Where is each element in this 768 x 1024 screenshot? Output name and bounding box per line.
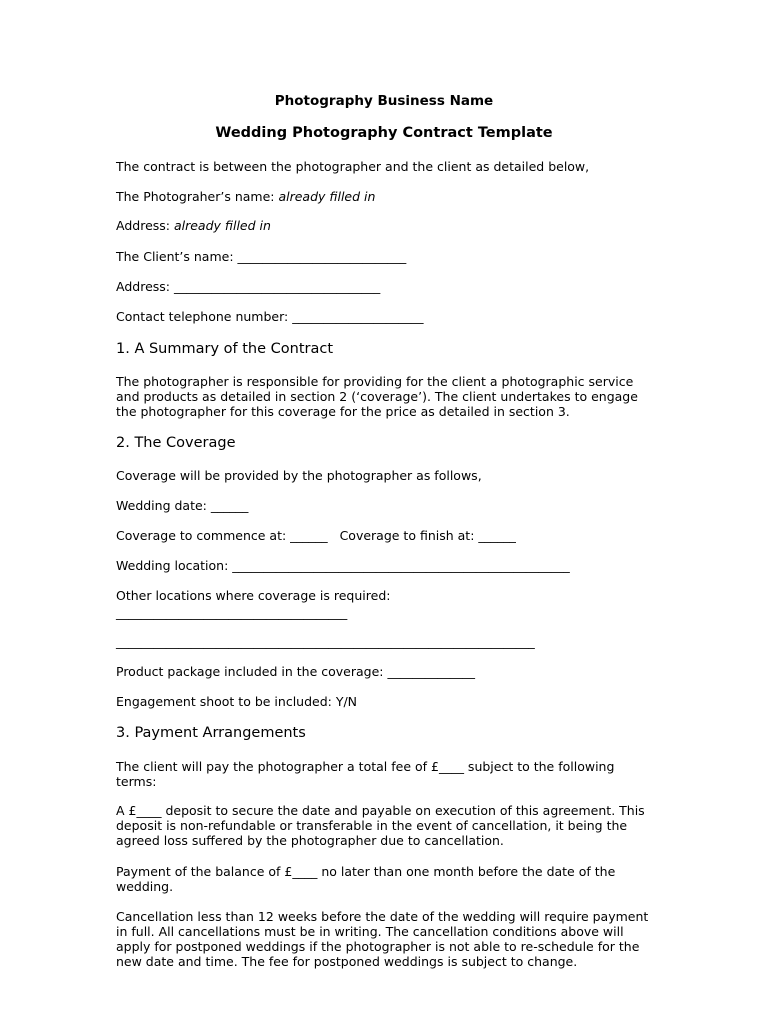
contact-telephone-field: Contact telephone number: _____________________ (116, 309, 424, 324)
business-name-heading: Photography Business Name (274, 93, 494, 109)
photographer-address-label: Address: (116, 218, 174, 233)
payment-fee-text: The client will pay the photographer a total fee of £____ subject to the following terms: (116, 759, 615, 789)
product-package-field: Product package included in the coverage: ______________ (116, 664, 475, 679)
wedding-date-field: Wedding date: ______ (116, 498, 249, 513)
section-2-intro: Coverage will be provided by the photographer as follows, (116, 468, 482, 483)
cancellation-text: Cancellation less than 12 weeks before the date of the wedding will require payment in full. All cancellations must be in writing. The cancellation conditions above will apply for postponed weddings if the photographer is not able to re-schedule for the new date and time. The fee for postponed weddings is subject to change. (116, 909, 649, 969)
client-address-field: Address: _________________________________ (116, 279, 381, 294)
photographer-name-label: The Photograher’s name: (116, 189, 279, 204)
section-1-heading: 1. A Summary of the Contract (116, 341, 334, 357)
wedding-location-field: Wedding location: ______________________________________________________ (116, 558, 570, 573)
coverage-times-field: Coverage to commence at: ______ Coverage to finish at: ______ (116, 528, 516, 543)
intro-text: The contract is between the photographer and the client as detailed below, (116, 159, 590, 174)
engagement-shoot-field: Engagement shoot to be included: Y/N (116, 694, 358, 709)
section-3-heading: 3. Payment Arrangements (116, 725, 306, 741)
photographer-address-value: already filled in (173, 218, 271, 233)
photographer-address-line (116, 218, 271, 233)
other-locations-line-2: ___________________________________________________________________ (116, 634, 535, 649)
section-2-heading: 2. The Coverage (116, 435, 236, 451)
photographer-name-value: already filled in (278, 189, 376, 204)
balance-text: Payment of the balance of £____ no later than one month before the date of the wedding. (116, 864, 616, 894)
client-name-field: The Client’s name: ___________________________ (116, 249, 407, 264)
photographer-name-line (116, 189, 375, 204)
other-locations-line-1: _____________________________________ (116, 605, 348, 620)
contract-title-heading: Wedding Photography Contract Template (215, 125, 553, 141)
section-1-body: The photographer is responsible for providing for the client a photographic service and products as detailed in section 2 (‘coverage’). The client undertakes to engage the photographer for this coverage for the price as detailed in section 3. (116, 374, 638, 419)
other-locations-label: Other locations where coverage is required: (116, 588, 391, 603)
deposit-text: A £____ deposit to secure the date and payable on execution of this agreement. This deposit is non-refundable or transferable in the event of cancellation, it being the agreed loss suffered by the photographer due to cancellation. (116, 803, 645, 848)
